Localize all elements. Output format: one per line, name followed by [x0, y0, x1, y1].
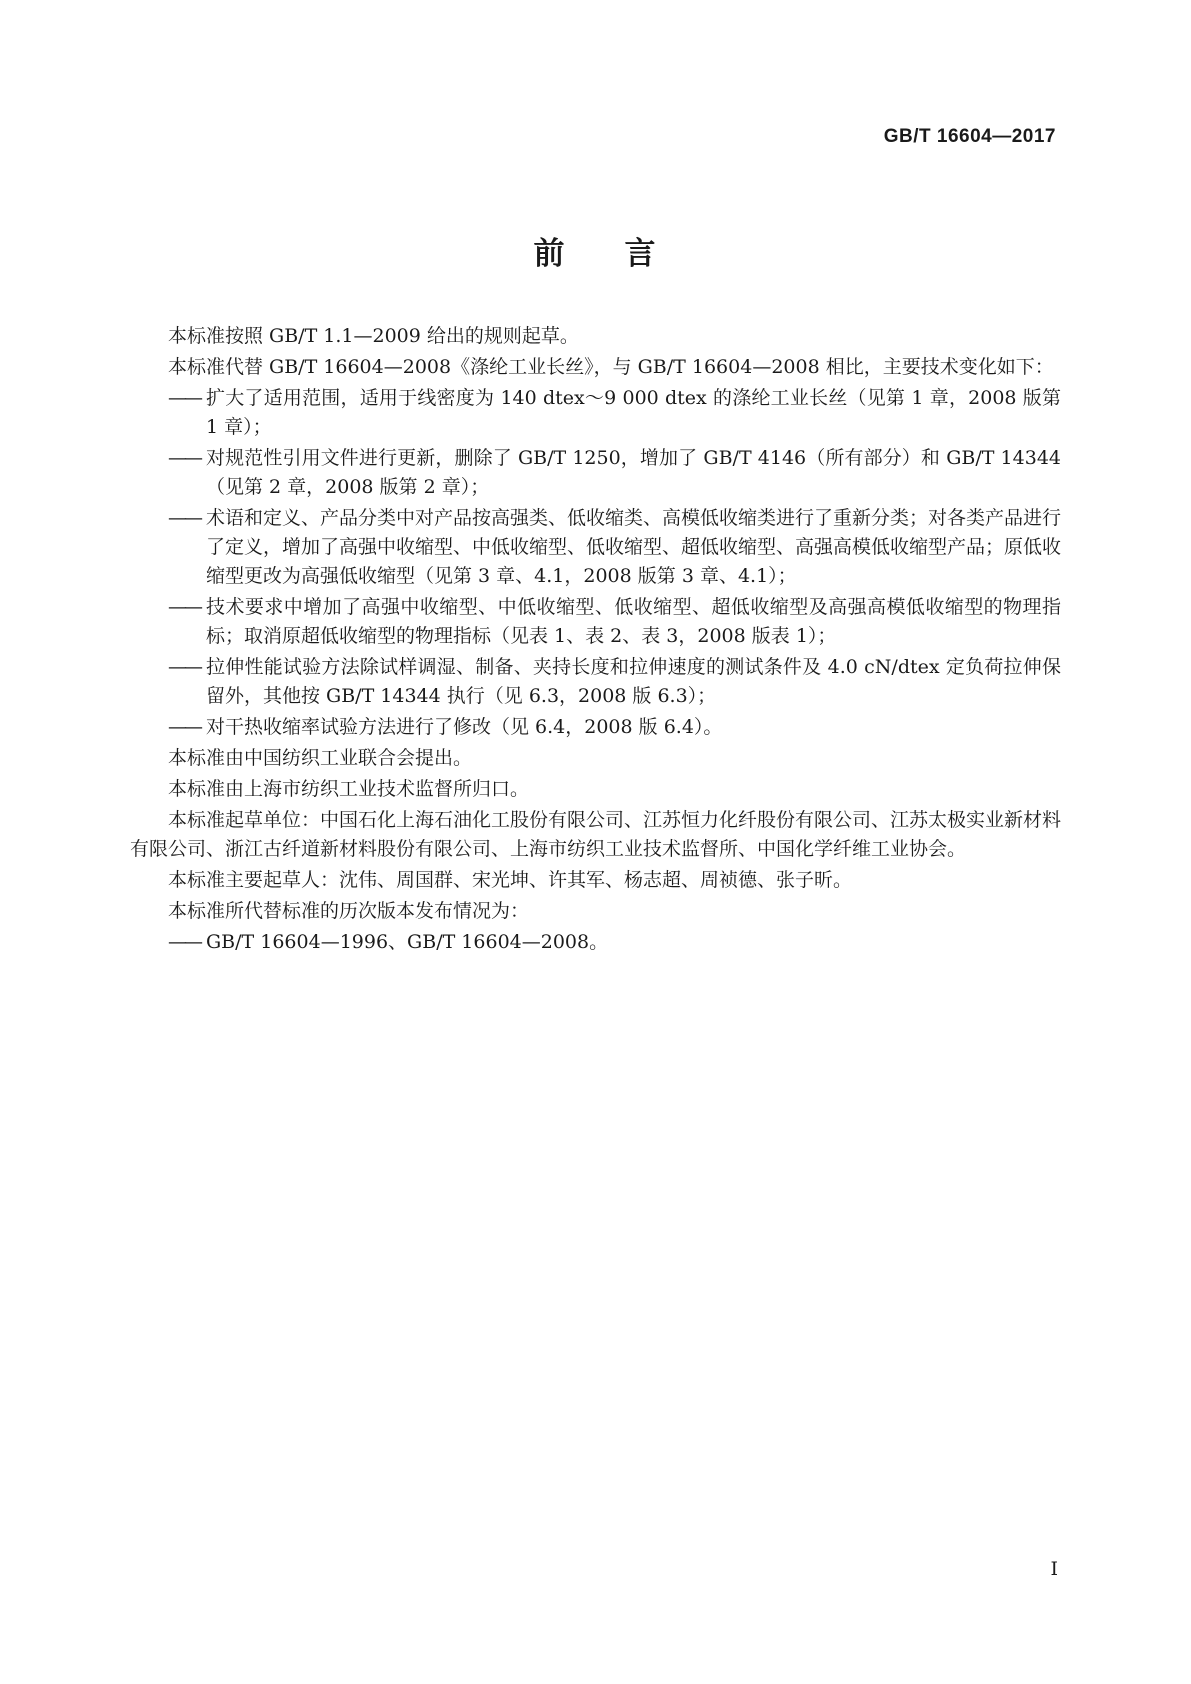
change-item — [130, 713, 1061, 742]
dash-marker: —— — [168, 716, 200, 738]
paragraph-centralized-by: 本标准由上海市纺织工业技术监督所归口。 — [168, 778, 530, 800]
change-text: 拉伸性能试验方法除试样调湿、制备、夹持长度和拉伸速度的测试条件及 4.0 cN/dtex 定负荷拉伸保留外，其他按 GB/T 14344 执行（见 6.3，2008 版 6.3）； — [206, 656, 1061, 707]
change-item — [130, 653, 1061, 711]
paragraph-history-intro: 本标准所代替标准的历次版本发布情况为： — [168, 900, 530, 922]
page-title — [0, 228, 1191, 273]
dash-marker: —— — [168, 596, 200, 618]
change-text: 对规范性引用文件进行更新，删除了 GB/T 1250，增加了 GB/T 4146（所有部分）和 GB/T 14344（见第 2 章，2008 版第 2 章）； — [206, 447, 1061, 498]
title-char-2: 言 — [624, 236, 658, 272]
history-text: GB/T 16604—1996、GB/T 16604—2008。 — [206, 931, 609, 953]
paragraph-proposer: 本标准由中国纺织工业联合会提出。 — [168, 747, 473, 769]
history-item — [130, 928, 1061, 957]
change-text: 术语和定义、产品分类中对产品按高强类、低收缩类、高模低收缩类进行了重新分类；对各类产品进行了定义，增加了高强中收缩型、中低收缩型、低收缩型、超低收缩型、高强高模低收缩型产品；原低收缩型更改为高强低收缩型（见第 3 章、4.1，2008 版第 3 章、4.1）； — [206, 507, 1062, 587]
standard-code: GB/T 16604—2017 — [883, 126, 1056, 147]
foreword-body — [130, 322, 1061, 959]
change-text: 扩大了适用范围，适用于线密度为 140 dtex～9 000 dtex 的涤纶工业长丝（见第 1 章，2008 版第 1 章）； — [206, 387, 1061, 438]
change-item — [130, 444, 1061, 502]
dash-marker: —— — [168, 931, 200, 953]
paragraph-drafting-rules: 本标准按照 GB/T 1.1—2009 给出的规则起草。 — [168, 325, 579, 347]
dash-marker: —— — [168, 387, 200, 409]
title-char-1: 前 — [533, 236, 567, 272]
change-item — [130, 504, 1061, 591]
dash-marker: —— — [168, 656, 200, 678]
change-text: 技术要求中增加了高强中收缩型、中低收缩型、低收缩型、超低收缩型及高强高模低收缩型的物理指标；取消原超低收缩型的物理指标（见表 1、表 2、表 3，2008 版表 1）； — [206, 596, 1061, 647]
paragraph-drafting-units: 本标准起草单位：中国石化上海石油化工股份有限公司、江苏恒力化纤股份有限公司、江苏太极实业新材料有限公司、浙江古纤道新材料股份有限公司、上海市纺织工业技术监督所、中国化学纤维工业协会。 — [130, 809, 1062, 860]
change-item — [130, 593, 1061, 651]
page-number: I — [1050, 1558, 1058, 1580]
paragraph-drafters: 本标准主要起草人：沈伟、周国群、宋光坤、许其军、杨志超、周祯德、张子昕。 — [168, 869, 853, 891]
dash-marker: —— — [168, 507, 200, 529]
paragraph-replacement: 本标准代替 GB/T 16604—2008《涤纶工业长丝》，与 GB/T 16604—2008 相比，主要技术变化如下： — [168, 356, 1054, 378]
change-item — [130, 384, 1061, 442]
change-text: 对干热收缩率试验方法进行了修改（见 6.4，2008 版 6.4）。 — [206, 716, 723, 738]
dash-marker: —— — [168, 447, 200, 469]
